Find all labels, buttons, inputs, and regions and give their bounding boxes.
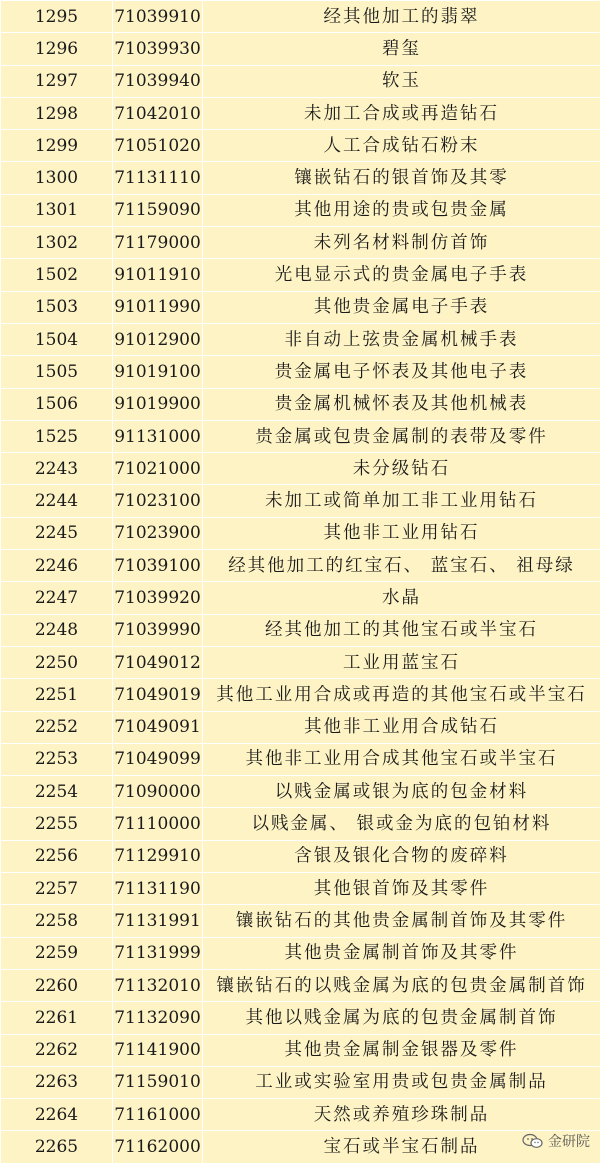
item-name: 未加工合成或再造钻石 <box>203 97 600 129</box>
hs-code: 71162000 <box>113 1131 203 1163</box>
hs-code: 71131999 <box>113 937 203 969</box>
table-row <box>1 808 600 840</box>
hs-code: 71039910 <box>113 1 203 33</box>
table-row <box>1 937 600 969</box>
row-index: 2256 <box>1 840 113 872</box>
table-row <box>1 517 600 549</box>
row-index: 2251 <box>1 679 113 711</box>
row-index: 1503 <box>1 291 113 323</box>
hs-code: 71131991 <box>113 905 203 937</box>
watermark <box>522 1131 590 1151</box>
hs-code: 71159090 <box>113 194 203 226</box>
table-row <box>1 291 600 323</box>
row-index: 2254 <box>1 776 113 808</box>
table-row <box>1 646 600 678</box>
item-name: 其他工业用合成或再造的其他宝石或半宝石 <box>203 679 600 711</box>
table-row <box>1 420 600 452</box>
row-index: 1295 <box>1 1 113 33</box>
table-row <box>1 550 600 582</box>
row-index: 2262 <box>1 1034 113 1066</box>
item-name: 光电显示式的贵金属电子手表 <box>203 259 600 291</box>
row-index: 1504 <box>1 323 113 355</box>
item-name: 其他非工业用合成其他宝石或半宝石 <box>203 743 600 775</box>
row-index: 2253 <box>1 743 113 775</box>
row-index: 2248 <box>1 614 113 646</box>
row-index: 2260 <box>1 969 113 1001</box>
item-name: 其他非工业用钻石 <box>203 517 600 549</box>
table-row <box>1 873 600 905</box>
hs-code: 71132090 <box>113 1002 203 1034</box>
item-name: 其他非工业用合成钻石 <box>203 711 600 743</box>
item-name: 其他贵金属制首饰及其零件 <box>203 937 600 969</box>
item-name: 宝石或半宝石制品 <box>203 1131 600 1163</box>
hs-code: 71131110 <box>113 162 203 194</box>
wechat-icon <box>522 1133 544 1149</box>
hs-code: 71132010 <box>113 969 203 1001</box>
table-row <box>1 1 600 33</box>
row-index: 2252 <box>1 711 113 743</box>
table-row <box>1 743 600 775</box>
table-row <box>1 485 600 517</box>
table-row <box>1 582 600 614</box>
row-index: 1298 <box>1 97 113 129</box>
item-name: 其他用途的贵或包贵金属 <box>203 194 600 226</box>
table-row <box>1 65 600 97</box>
watermark-text: 金研院 <box>548 1131 590 1151</box>
table-row <box>1 969 600 1001</box>
hs-code: 71049012 <box>113 646 203 678</box>
item-name: 镶嵌钻石的其他贵金属制首饰及其零件 <box>203 905 600 937</box>
row-index: 2243 <box>1 453 113 485</box>
table-row <box>1 840 600 872</box>
table-row <box>1 130 600 162</box>
table-row <box>1 1099 600 1131</box>
row-index: 1301 <box>1 194 113 226</box>
row-index: 2247 <box>1 582 113 614</box>
item-name: 镶嵌钻石的以贱金属为底的包贵金属制首饰 <box>203 969 600 1001</box>
hs-code: 91011910 <box>113 259 203 291</box>
table-row <box>1 614 600 646</box>
table-row <box>1 194 600 226</box>
item-name: 水晶 <box>203 582 600 614</box>
row-index: 1296 <box>1 33 113 65</box>
hs-code: 71090000 <box>113 776 203 808</box>
item-name: 未列名材料制仿首饰 <box>203 227 600 259</box>
row-index: 2245 <box>1 517 113 549</box>
item-name: 人工合成钻石粉末 <box>203 130 600 162</box>
item-name: 天然或养殖珍珠制品 <box>203 1099 600 1131</box>
item-name: 含银及银化合物的废碎料 <box>203 840 600 872</box>
item-name: 非自动上弦贵金属机械手表 <box>203 323 600 355</box>
row-index: 2265 <box>1 1131 113 1163</box>
hs-code: 71023900 <box>113 517 203 549</box>
item-name: 以贱金属或银为底的包金材料 <box>203 776 600 808</box>
table-row <box>1 776 600 808</box>
hs-code: 71039940 <box>113 65 203 97</box>
table-row <box>1 323 600 355</box>
hs-code: 71131190 <box>113 873 203 905</box>
row-index: 1502 <box>1 259 113 291</box>
row-index: 1297 <box>1 65 113 97</box>
table-row <box>1 711 600 743</box>
row-index: 2255 <box>1 808 113 840</box>
row-index: 2259 <box>1 937 113 969</box>
row-index: 2261 <box>1 1002 113 1034</box>
hs-code: 71161000 <box>113 1099 203 1131</box>
hs-code: 71141900 <box>113 1034 203 1066</box>
table-row <box>1 1131 600 1163</box>
row-index: 2246 <box>1 550 113 582</box>
row-index: 1302 <box>1 227 113 259</box>
item-name: 经其他加工的其他宝石或半宝石 <box>203 614 600 646</box>
table-row <box>1 1002 600 1034</box>
table-row <box>1 1066 600 1098</box>
item-name: 贵金属机械怀表及其他机械表 <box>203 388 600 420</box>
item-name: 贵金属或包贵金属制的表带及零件 <box>203 420 600 452</box>
item-name: 未分级钻石 <box>203 453 600 485</box>
row-index: 1299 <box>1 130 113 162</box>
table-row <box>1 679 600 711</box>
table-row <box>1 1034 600 1066</box>
row-index: 1505 <box>1 356 113 388</box>
hs-code: 71049091 <box>113 711 203 743</box>
hs-code: 71021000 <box>113 453 203 485</box>
hs-code: 71049099 <box>113 743 203 775</box>
table-row <box>1 162 600 194</box>
hs-code: 71049019 <box>113 679 203 711</box>
row-index: 1300 <box>1 162 113 194</box>
row-index: 2244 <box>1 485 113 517</box>
table-row <box>1 33 600 65</box>
tariff-table-body <box>1 1 600 1164</box>
hs-code: 91019900 <box>113 388 203 420</box>
item-name: 以贱金属、 银或金为底的包铂材料 <box>203 808 600 840</box>
item-name: 其他贵金属电子手表 <box>203 291 600 323</box>
hs-code: 91012900 <box>113 323 203 355</box>
row-index: 2250 <box>1 646 113 678</box>
hs-code: 71159010 <box>113 1066 203 1098</box>
hs-code: 71039920 <box>113 582 203 614</box>
item-name: 贵金属电子怀表及其他电子表 <box>203 356 600 388</box>
hs-code: 71039930 <box>113 33 203 65</box>
item-name: 其他以贱金属为底的包贵金属制首饰 <box>203 1002 600 1034</box>
item-name: 工业或实验室用贵或包贵金属制品 <box>203 1066 600 1098</box>
item-name: 其他银首饰及其零件 <box>203 873 600 905</box>
hs-code: 71039990 <box>113 614 203 646</box>
item-name: 经其他加工的红宝石、 蓝宝石、 祖母绿 <box>203 550 600 582</box>
table-row <box>1 356 600 388</box>
hs-code: 71179000 <box>113 227 203 259</box>
hs-code: 91011990 <box>113 291 203 323</box>
item-name: 工业用蓝宝石 <box>203 646 600 678</box>
item-name: 软玉 <box>203 65 600 97</box>
item-name: 其他贵金属制金银器及零件 <box>203 1034 600 1066</box>
hs-code: 71042010 <box>113 97 203 129</box>
hs-code: 71129910 <box>113 840 203 872</box>
table-row <box>1 227 600 259</box>
hs-code: 91131000 <box>113 420 203 452</box>
table-row <box>1 97 600 129</box>
item-name: 经其他加工的翡翠 <box>203 1 600 33</box>
hs-code: 71023100 <box>113 485 203 517</box>
table-row <box>1 905 600 937</box>
row-index: 1525 <box>1 420 113 452</box>
hs-code: 71051020 <box>113 130 203 162</box>
row-index: 2263 <box>1 1066 113 1098</box>
item-name: 镶嵌钻石的银首饰及其零 <box>203 162 600 194</box>
row-index: 2264 <box>1 1099 113 1131</box>
table-row <box>1 388 600 420</box>
row-index: 2258 <box>1 905 113 937</box>
item-name: 未加工或简单加工非工业用钻石 <box>203 485 600 517</box>
hs-code: 71110000 <box>113 808 203 840</box>
hs-code: 91019100 <box>113 356 203 388</box>
row-index: 2257 <box>1 873 113 905</box>
item-name: 碧玺 <box>203 33 600 65</box>
table-row <box>1 453 600 485</box>
row-index: 1506 <box>1 388 113 420</box>
table-row <box>1 259 600 291</box>
hs-code: 71039100 <box>113 550 203 582</box>
